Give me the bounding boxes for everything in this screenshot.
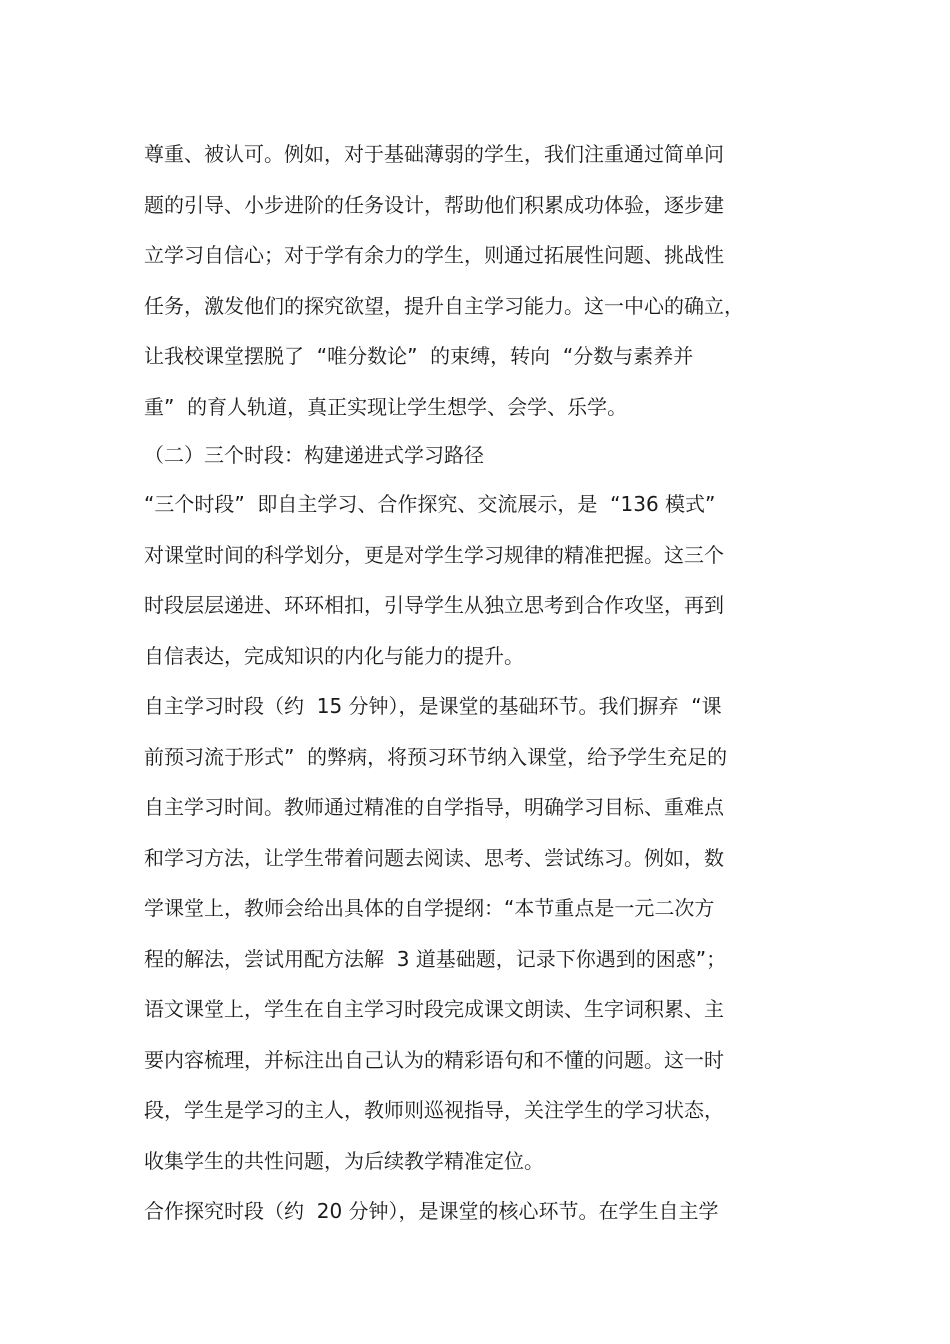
document-body <box>144 129 834 1237</box>
text-line: 段，学生是学习的主人，教师则巡视指导，关注学生的学习状态， <box>144 1098 724 1122</box>
text-line: 合作探究时段（约 20 分钟），是课堂的核心环节。在学生自主学 <box>144 1199 719 1223</box>
text-line: 语文课堂上，学生在自主学习时段完成课文朗读、生字词积累、主 <box>144 997 724 1021</box>
text-line: 让我校课堂摆脱了 “唯分数论” 的束缚，转向 “分数与素养并 <box>144 344 694 368</box>
text-line: 学课堂上，教师会给出具体的自学提纲：“本节重点是一元二次方 <box>144 896 715 920</box>
text-line: 自主学习时间。教师通过精准的自学指导，明确学习目标、重难点 <box>144 795 724 819</box>
heading-text: （二）三个时段：构建递进式学习路径 <box>144 443 484 467</box>
text-line: 题的引导、小步进阶的任务设计，帮助他们积累成功体验，逐步建 <box>144 192 724 217</box>
text-line: 任务，激发他们的探究欲望，提升自主学习能力。这一中心的确立， <box>144 293 744 318</box>
text-line: 尊重、被认可。例如，对于基础薄弱的学生，我们注重通过简单问 <box>144 142 724 166</box>
text-line: 重” 的育人轨道，真正实现让学生想学、会学、乐学。 <box>144 394 628 419</box>
paragraph <box>144 129 834 432</box>
text-line: 和学习方法，让学生带着问题去阅读、思考、尝试练习。例如，数 <box>144 845 724 870</box>
text-line: 自信表达，完成知识的内化与能力的提升。 <box>144 643 524 668</box>
text-line: 对课堂时间的科学划分，更是对学生学习规律的精准把握。这三个 <box>144 542 724 567</box>
text-line: 收集学生的共性问题，为后续教学精准定位。 <box>144 1148 544 1173</box>
paragraph <box>144 681 834 1186</box>
text-line: 自主学习时段（约 15 分钟），是课堂的基础环节。我们摒弃 “课 <box>144 694 722 718</box>
text-line: “三个时段” 即自主学习、合作探究、交流展示，是 “136 模式” <box>144 492 716 516</box>
text-line: 要内容梳理，并标注出自己认为的精彩语句和不懂的问题。这一时 <box>144 1047 724 1072</box>
text-line: 立学习自信心；对于学有余力的学生，则通过拓展性问题、挑战性 <box>144 243 724 267</box>
text-line: 时段层层递进、环环相扣，引导学生从独立思考到合作攻坚，再到 <box>144 593 724 617</box>
text-line: 前预习流于形式” 的弊病，将预习环节纳入课堂，给予学生充足的 <box>144 744 728 769</box>
paragraph <box>144 479 834 681</box>
text-line: 程的解法，尝试用配方法解 3 道基础题，记录下你遇到的困惑”； <box>144 946 727 971</box>
section-heading <box>144 432 834 479</box>
paragraph <box>144 1186 834 1237</box>
